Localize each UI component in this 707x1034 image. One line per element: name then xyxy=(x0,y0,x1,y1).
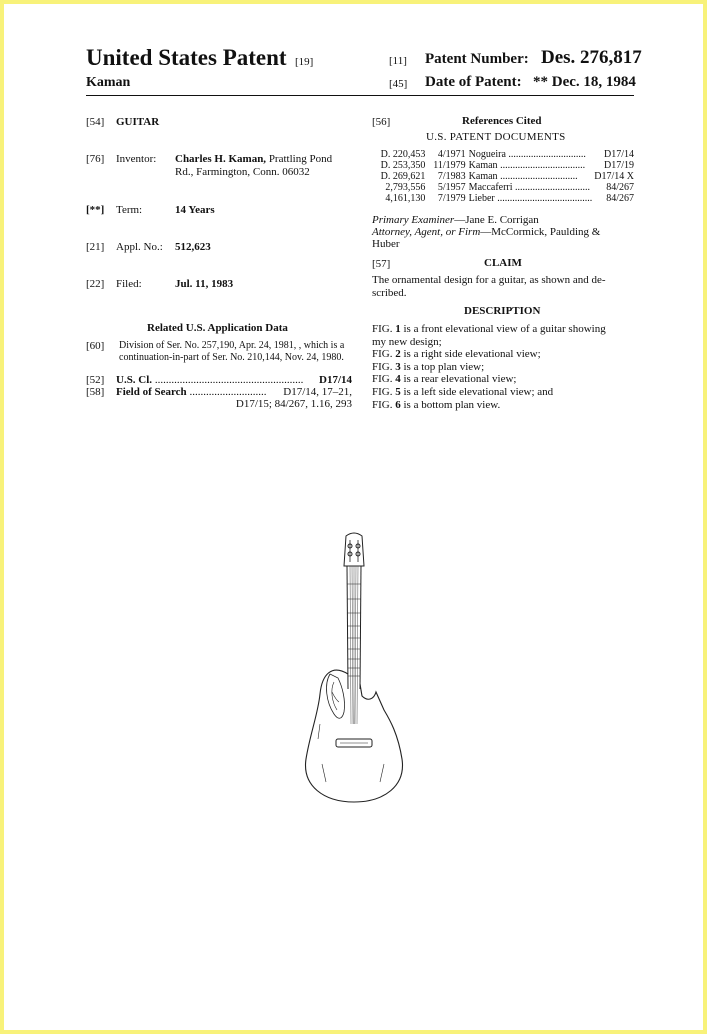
figure-text: is a bottom plan view. xyxy=(400,398,501,411)
reference-dots: ...................................... xyxy=(497,193,593,204)
inventor-label: Inventor: xyxy=(116,153,157,165)
figure-text: is a left side elevational view; and xyxy=(400,385,554,398)
filed-value: Jul. 11, 1983 xyxy=(175,278,234,290)
attorney-label: Attorney, Agent, or Firm xyxy=(372,226,481,238)
reference-row xyxy=(376,182,634,193)
reference-number: 2,793,556 xyxy=(385,182,426,193)
claim-heading: CLAIM xyxy=(484,257,522,269)
examiner-label: Primary Examiner xyxy=(372,214,455,226)
reference-dots: ............................... xyxy=(508,149,586,160)
filed-label: Filed: xyxy=(116,278,142,290)
fos-value-2: D17/15; 84/267, 1.16, 293 xyxy=(235,398,352,410)
uscl-ref: [52] xyxy=(86,374,105,386)
fos-ref: [58] xyxy=(86,386,105,398)
reference-name xyxy=(469,193,593,204)
claim-line-2: scribed. xyxy=(372,287,407,299)
term-label: Term: xyxy=(116,204,143,216)
figure-text: is a right side elevational view; xyxy=(400,348,541,361)
claim-line-1: The ornamental design for a guitar, as shown and de- xyxy=(372,274,606,286)
title-ref: [54] xyxy=(86,116,105,128)
figure-description xyxy=(372,373,606,386)
references-table xyxy=(376,149,634,204)
figure-description xyxy=(372,323,606,336)
inventor-address-1: Prattling Pond xyxy=(266,153,333,165)
inventor-address-2: Rd., Farmington, Conn. 06032 xyxy=(175,166,310,178)
figure-text: is a top plan view; xyxy=(400,360,485,373)
reference-number: D. 220,453 xyxy=(380,149,426,160)
fos-dots: ............................ xyxy=(189,386,267,398)
term-value: 14 Years xyxy=(175,204,215,216)
patent-number-value: Des. 276,817 xyxy=(541,47,642,68)
term-ref: [**] xyxy=(86,204,105,216)
attorney-line xyxy=(372,226,600,238)
figure-description xyxy=(372,386,606,399)
reference-class: 84/267 xyxy=(606,182,634,193)
fos-value-1: D17/14, 17–21, xyxy=(283,386,352,398)
header-rule xyxy=(86,95,634,96)
attorney-value: —McCormick, Paulding & xyxy=(480,226,601,238)
appl-value: 512,623 xyxy=(175,241,211,253)
reference-name xyxy=(469,160,593,171)
reference-class: 84/267 xyxy=(606,193,634,204)
inventor-name: Charles H. Kaman, xyxy=(175,153,267,165)
reference-date: 11/1979 xyxy=(433,160,466,171)
reference-row xyxy=(376,160,634,171)
figure-number: 2 xyxy=(395,348,401,361)
inventor-line1 xyxy=(175,153,332,165)
title-ref-number: [19] xyxy=(295,56,314,68)
reference-row xyxy=(376,149,634,160)
guitar-figure xyxy=(284,524,424,814)
figure-list xyxy=(372,323,606,411)
inventor-surname: Kaman xyxy=(86,75,131,90)
figure-label: FIG. 1 xyxy=(372,323,401,335)
reference-inventor: Kaman xyxy=(468,160,498,171)
reference-inventor: Nogueira xyxy=(468,149,506,160)
figure-description xyxy=(372,399,606,412)
appl-ref: [21] xyxy=(86,241,105,253)
reference-inventor: Kaman xyxy=(468,171,498,182)
filed-ref: [22] xyxy=(86,278,105,290)
figure-number: 1 xyxy=(395,323,401,335)
patent-title: United States Patent xyxy=(86,45,287,70)
refs-ref: [56] xyxy=(372,116,391,128)
date-value: ** Dec. 18, 1984 xyxy=(533,74,636,90)
division-text: Division of Ser. No. 257,190, Apr. 24, 1981, , which is a continuation-in-part of Ser. No. 210,144, Nov. 24, 1980. xyxy=(119,340,345,363)
figure-label: FIG. 5 xyxy=(372,385,401,398)
inventor-ref: [76] xyxy=(86,153,105,165)
reference-class: D17/14 xyxy=(604,149,634,160)
reference-number: 4,161,130 xyxy=(385,193,426,204)
reference-inventor: Maccaferri xyxy=(468,182,513,193)
division-ref: [60] xyxy=(86,340,105,352)
date-ref: [45] xyxy=(389,78,408,90)
reference-number: D. 253,350 xyxy=(380,160,426,171)
figure-number: 3 xyxy=(395,360,401,373)
reference-name xyxy=(469,149,593,160)
references-body xyxy=(376,149,634,204)
figure-text: is a rear elevational view; xyxy=(400,373,517,386)
uscl-value: D17/14 xyxy=(319,374,352,386)
figure-number: 5 xyxy=(395,385,401,398)
reference-class: D17/19 xyxy=(604,160,634,171)
invention-title: GUITAR xyxy=(116,116,160,128)
reference-name xyxy=(469,171,593,182)
related-data-heading: Related U.S. Application Data xyxy=(147,322,288,334)
reference-row xyxy=(376,193,634,204)
figure-description xyxy=(372,336,606,349)
figure-number: 6 xyxy=(395,398,401,411)
examiner-line xyxy=(372,214,539,226)
reference-date: 7/1979 xyxy=(437,193,466,204)
reference-number: D. 269,621 xyxy=(380,171,426,182)
reference-date: 4/1971 xyxy=(437,149,466,160)
reference-row xyxy=(376,171,634,182)
figure-number: 4 xyxy=(395,373,401,386)
claim-ref: [57] xyxy=(372,258,391,270)
figure-label: FIG. 3 xyxy=(372,360,401,373)
figure-description xyxy=(372,361,606,374)
fos-line xyxy=(116,386,352,398)
figure-text: my new design; xyxy=(372,335,442,348)
description-heading: DESCRIPTION xyxy=(464,305,541,317)
refs-subheading: U.S. PATENT DOCUMENTS xyxy=(426,131,566,143)
figure-description xyxy=(372,348,606,361)
refs-heading: References Cited xyxy=(462,115,542,127)
patent-number-label: Patent Number: xyxy=(425,51,529,67)
reference-class: D17/14 X xyxy=(594,171,634,182)
reference-inventor: Lieber xyxy=(468,193,495,204)
uscl-line xyxy=(116,374,352,386)
fos-label: Field of Search xyxy=(116,386,187,398)
figure-label: FIG. 4 xyxy=(372,373,401,386)
uscl-dots: ...................................................... xyxy=(154,374,304,386)
uscl-label: U.S. Cl. xyxy=(116,374,153,386)
figure-text: is a front elevational view of a guitar showing xyxy=(400,323,606,335)
patent-number-ref: [11] xyxy=(389,55,407,67)
date-label: Date of Patent: xyxy=(425,74,522,90)
reference-dots: ............................... xyxy=(500,171,578,182)
appl-label: Appl. No.: xyxy=(116,241,163,253)
reference-dots: .................................. xyxy=(500,160,586,171)
reference-name xyxy=(469,182,593,193)
examiner-value: —Jane E. Corrigan xyxy=(454,214,539,226)
figure-label: FIG. 2 xyxy=(372,348,401,361)
figure-label: FIG. 6 xyxy=(372,398,401,411)
attorney-value-2: Huber xyxy=(372,238,400,250)
reference-date: 7/1983 xyxy=(437,171,466,182)
reference-date: 5/1957 xyxy=(437,182,466,193)
reference-dots: .............................. xyxy=(515,182,591,193)
